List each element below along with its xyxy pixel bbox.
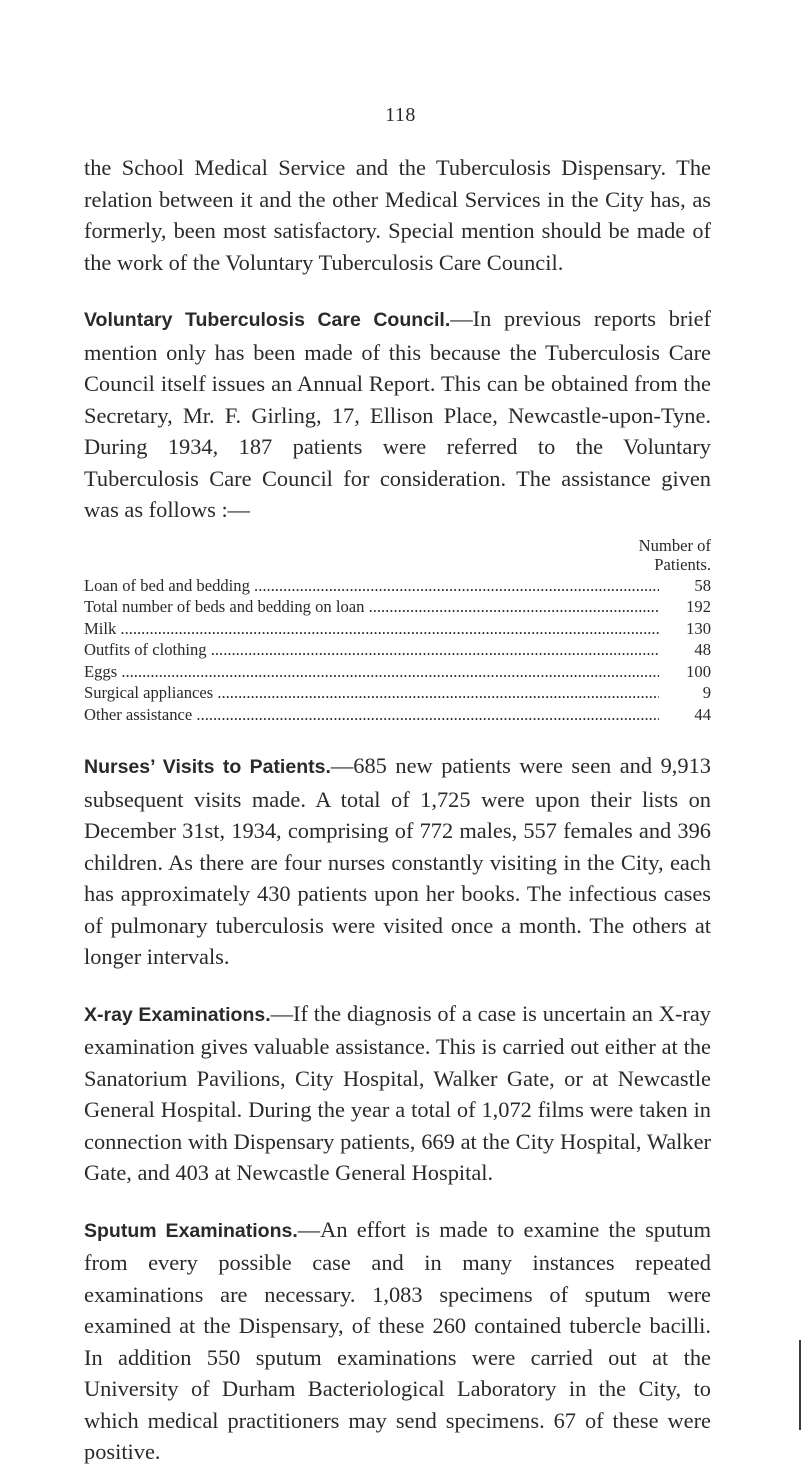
table-row-value: 48 [694, 640, 711, 659]
table-row [84, 639, 711, 661]
page-content [84, 152, 711, 1468]
assistance-table [84, 536, 711, 726]
xray-examinations-heading: X-ray Examinations. [84, 1003, 271, 1026]
assistance-table-rows [84, 575, 711, 726]
voluntary-care-council-section [84, 303, 711, 526]
table-row [84, 596, 711, 618]
table-row-label: Milk ..... [84, 618, 659, 640]
xray-examinations-body: —If the diagnosis of a case is uncertain an X-ray examination gives valuable assistance. This is carried out either at the Sanatorium Pavilions, City Hospital, Walker Gate, or at Newcastle General Hospital. During the year a total of 1,072 films were taken in connection with Dispensary patients, 669 at the City Hospital, Walker Gate, and 403 at Newcastle General Hospital. [84, 1000, 712, 1185]
table-row-label: Outfits of clothing ..... [84, 639, 659, 661]
sputum-examinations-section [84, 1214, 711, 1468]
table-row-label: Loan of bed and bedding ..... [84, 575, 659, 597]
table-row [84, 682, 711, 704]
sputum-examinations-body: —An effort is made to examine the sputum from every possible case and in many instances repeated examinations are necessary. 1,083 specimens of sputum were examined at the Dispensary, of these 260 contained tubercle bacilli. In addition 550 sputum examinations were carried out at the University of Durham Bacteriological Laboratory in the City, to which medical practitioners may send specimens. 67 of these were positive. [84, 1216, 712, 1464]
table-row-label: Surgical appliances ..... [84, 682, 659, 704]
table-row-value: 130 [686, 618, 711, 638]
table-row-value: 9 [702, 683, 711, 702]
assistance-table-header-line2: Patients. [654, 555, 711, 574]
table-row-value: 58 [694, 575, 711, 595]
table-row-value: 44 [694, 704, 711, 724]
table-row-label: Other assistance ..... [84, 704, 659, 726]
assistance-table-header-line1: Number of [638, 535, 711, 555]
voluntary-care-council-body: —In previous reports brief mention only has been made of this because the Tuberculosis Care Council itself issues an Annual Report. This can be obtained from the Secretary, Mr. F. Girling, 17, Ellison Place, Newcastle-upon-Tyne. During 1934, 187 patients were referred to the Voluntary Tuberculosis Care Council for consideration. The assistance given was as follows :— [84, 306, 711, 522]
sputum-examinations-heading: Sputum Examinations. [84, 1219, 298, 1242]
nurses-visits-section [84, 750, 711, 973]
page-number: 118 [385, 104, 416, 126]
table-row [84, 661, 711, 683]
xray-examinations-section [84, 998, 711, 1189]
table-row-value: 192 [686, 597, 711, 616]
assistance-table-header [84, 536, 711, 575]
nurses-visits-body: —685 new patients were seen and 9,913 subsequent visits made. A total of 1,725 were upon their lists on December 31st, 1934, comprising of 772 males, 557 females and 396 children. As there are four nurses constantly visiting in the City, each has approximately 430 patients upon her books. The infectious cases of pulmonary tuberculosis were visited once a month. The others at longer intervals. [84, 753, 711, 969]
table-row [84, 575, 711, 597]
table-row-label: Total number of beds and bedding on loan ..... [84, 596, 659, 618]
table-row [84, 618, 711, 640]
table-row-value: 100 [686, 661, 711, 681]
intro-paragraph: the School Medical Service and the Tuberculosis Dispensary. The relation between it and the other Medical Services in the City has, as formerly, been most satisfactory. Special mention should be made of the work of the Voluntary Tuberculosis Care Council. [84, 155, 711, 275]
nurses-visits-heading: Nurses’ Visits to Patients. [84, 756, 331, 778]
table-row-label: Eggs ..... [84, 661, 659, 683]
voluntary-care-council-heading: Voluntary Tuberculosis Care Council. [84, 309, 451, 331]
table-row [84, 704, 711, 726]
